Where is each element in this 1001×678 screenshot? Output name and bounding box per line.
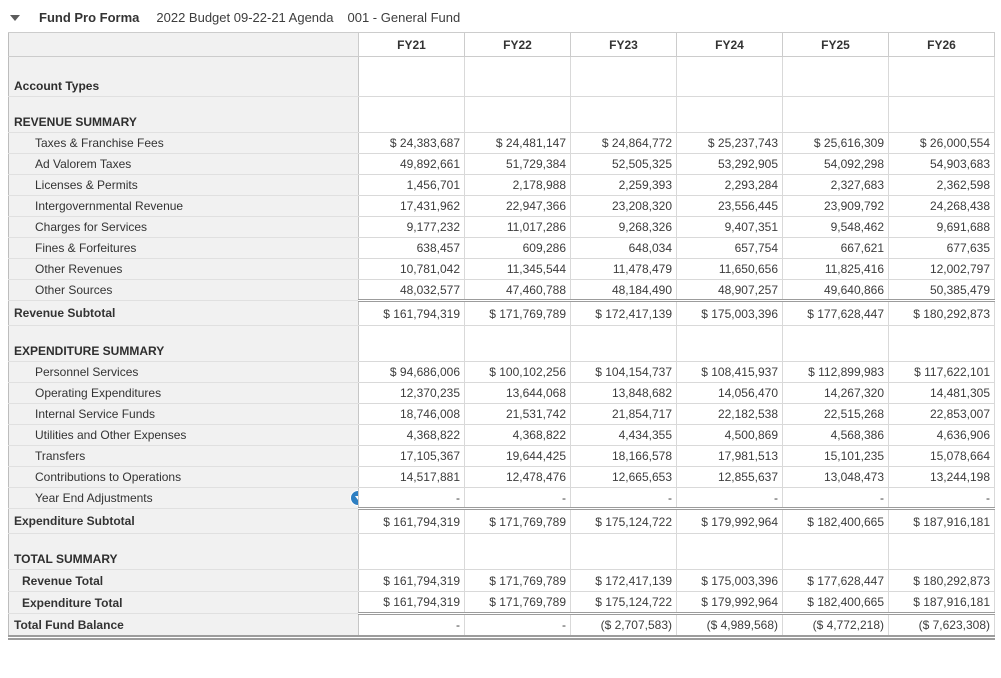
value-cell: - (677, 488, 783, 509)
value-cell: $ 161,794,319 (359, 570, 465, 592)
row-label (9, 404, 359, 425)
value-cell: 48,184,490 (571, 280, 677, 301)
value-cell: 4,500,869 (677, 425, 783, 446)
row-label-text: Licenses & Permits (35, 178, 138, 192)
value-cell (889, 534, 995, 570)
row-label-text: Expenditure Subtotal (14, 514, 135, 528)
value-cell: $ 171,769,789 (465, 570, 571, 592)
row-label-text: Fines & Forfeitures (35, 241, 137, 255)
table-row (9, 238, 995, 259)
value-cell: ($ 7,623,308) (889, 614, 995, 638)
row-label-text: Charges for Services (35, 220, 148, 234)
value-cell: 13,048,473 (783, 467, 889, 488)
value-cell: 2,327,683 (783, 175, 889, 196)
value-cell: 4,368,822 (465, 425, 571, 446)
value-cell: 54,903,683 (889, 154, 995, 175)
value-cell: $ 175,003,396 (677, 301, 783, 326)
value-cell: - (889, 488, 995, 509)
value-cell: $ 175,124,722 (571, 592, 677, 614)
value-cell: 11,345,544 (465, 259, 571, 280)
value-cell: $ 171,769,789 (465, 592, 571, 614)
row-label (9, 238, 359, 259)
value-cell: 638,457 (359, 238, 465, 259)
value-cell: $ 179,992,964 (677, 592, 783, 614)
value-cell: $ 180,292,873 (889, 570, 995, 592)
value-cell: 13,644,068 (465, 383, 571, 404)
value-cell: $ 182,400,665 (783, 509, 889, 534)
value-cell: 12,370,235 (359, 383, 465, 404)
value-cell: 23,208,320 (571, 196, 677, 217)
value-cell: 14,481,305 (889, 383, 995, 404)
value-cell: $ 177,628,447 (783, 570, 889, 592)
value-cell: 667,621 (783, 238, 889, 259)
value-cell: $ 171,769,789 (465, 509, 571, 534)
value-cell: 21,854,717 (571, 404, 677, 425)
value-cell: $ 171,769,789 (465, 301, 571, 326)
value-cell: 2,178,988 (465, 175, 571, 196)
row-label-text: EXPENDITURE SUMMARY (14, 344, 165, 358)
value-cell: $ 161,794,319 (359, 592, 465, 614)
value-cell (571, 534, 677, 570)
value-cell: - (359, 614, 465, 638)
fund-table-body (9, 57, 995, 638)
value-cell: $ 26,000,554 (889, 133, 995, 154)
row-label (9, 97, 359, 133)
row-label (9, 509, 359, 534)
row-label-text: Ad Valorem Taxes (35, 157, 132, 171)
value-cell (889, 326, 995, 362)
value-cell (677, 57, 783, 97)
row-label-text: Other Sources (35, 283, 113, 297)
value-cell: $ 161,794,319 (359, 301, 465, 326)
value-cell: 9,407,351 (677, 217, 783, 238)
value-cell: $ 182,400,665 (783, 592, 889, 614)
value-cell: - (359, 488, 465, 509)
value-cell: 22,947,366 (465, 196, 571, 217)
row-label (9, 154, 359, 175)
value-cell (465, 57, 571, 97)
row-label (9, 259, 359, 280)
value-cell: 14,517,881 (359, 467, 465, 488)
value-cell (783, 57, 889, 97)
table-row (9, 534, 995, 570)
value-cell: 11,478,479 (571, 259, 677, 280)
row-label (9, 196, 359, 217)
value-cell: 19,644,425 (465, 446, 571, 467)
value-cell: 4,368,822 (359, 425, 465, 446)
row-label (9, 570, 359, 592)
table-row (9, 57, 995, 97)
row-label (9, 614, 359, 638)
value-cell: - (571, 488, 677, 509)
value-cell: $ 24,383,687 (359, 133, 465, 154)
value-cell: 9,691,688 (889, 217, 995, 238)
chevron-down-badge-icon[interactable] (350, 490, 359, 506)
column-header: FY21 (359, 33, 465, 57)
row-label (9, 217, 359, 238)
value-cell: ($ 4,772,218) (783, 614, 889, 638)
value-cell: 10,781,042 (359, 259, 465, 280)
row-label (9, 446, 359, 467)
row-label-text: Year End Adjustments (35, 491, 153, 505)
value-cell: 2,259,393 (571, 175, 677, 196)
value-cell: $ 100,102,256 (465, 362, 571, 383)
value-cell: 609,286 (465, 238, 571, 259)
row-label-text: Other Revenues (35, 262, 123, 276)
table-row (9, 425, 995, 446)
value-cell: 11,825,416 (783, 259, 889, 280)
value-cell: 23,909,792 (783, 196, 889, 217)
table-row (9, 133, 995, 154)
value-cell: 23,556,445 (677, 196, 783, 217)
value-cell: 2,362,598 (889, 175, 995, 196)
row-label-text: Account Types (14, 79, 100, 93)
row-label (9, 467, 359, 488)
value-cell: 48,032,577 (359, 280, 465, 301)
value-cell: 1,456,701 (359, 175, 465, 196)
row-label-text: Personnel Services (35, 365, 139, 379)
value-cell: $ 187,916,181 (889, 592, 995, 614)
value-cell: 50,385,479 (889, 280, 995, 301)
table-row (9, 326, 995, 362)
value-cell: $ 25,616,309 (783, 133, 889, 154)
row-label-text: Utilities and Other Expenses (35, 428, 187, 442)
value-cell: 4,568,386 (783, 425, 889, 446)
row-label (9, 592, 359, 614)
value-cell: $ 25,237,743 (677, 133, 783, 154)
value-cell: 54,092,298 (783, 154, 889, 175)
value-cell (889, 57, 995, 97)
table-row (9, 362, 995, 383)
budget-name: 2022 Budget 09-22-21 Agenda (156, 10, 334, 25)
row-label (9, 383, 359, 404)
value-cell: 17,981,513 (677, 446, 783, 467)
value-cell: 9,268,326 (571, 217, 677, 238)
value-cell (359, 534, 465, 570)
value-cell (359, 326, 465, 362)
value-cell: 9,177,232 (359, 217, 465, 238)
value-cell: 13,244,198 (889, 467, 995, 488)
value-cell: 53,292,905 (677, 154, 783, 175)
value-cell: 4,636,906 (889, 425, 995, 446)
value-cell (677, 97, 783, 133)
value-cell: 47,460,788 (465, 280, 571, 301)
value-cell: $ 180,292,873 (889, 301, 995, 326)
value-cell: ($ 4,989,568) (677, 614, 783, 638)
row-label (9, 488, 359, 509)
value-cell: 648,034 (571, 238, 677, 259)
value-cell: ($ 2,707,583) (571, 614, 677, 638)
value-cell: $ 179,992,964 (677, 509, 783, 534)
table-row (9, 259, 995, 280)
row-label-text: Revenue Total (22, 573, 104, 588)
value-cell (571, 97, 677, 133)
row-label-text: Intergovernmental Revenue (35, 199, 184, 213)
value-cell: 14,267,320 (783, 383, 889, 404)
value-cell: 17,431,962 (359, 196, 465, 217)
value-cell (359, 57, 465, 97)
value-cell: 22,515,268 (783, 404, 889, 425)
row-label (9, 133, 359, 154)
value-cell (571, 57, 677, 97)
value-cell: 52,505,325 (571, 154, 677, 175)
table-row (9, 509, 995, 534)
value-cell: 12,002,797 (889, 259, 995, 280)
value-cell (465, 534, 571, 570)
value-cell: 9,548,462 (783, 217, 889, 238)
row-label-text: Expenditure Total (22, 595, 123, 610)
value-cell: $ 112,899,983 (783, 362, 889, 383)
table-row (9, 97, 995, 133)
value-cell: 13,848,682 (571, 383, 677, 404)
value-cell: $ 187,916,181 (889, 509, 995, 534)
table-row (9, 280, 995, 301)
column-header: FY25 (783, 33, 889, 57)
value-cell: $ 117,622,101 (889, 362, 995, 383)
value-cell: $ 24,864,772 (571, 133, 677, 154)
value-cell: 11,017,286 (465, 217, 571, 238)
value-cell: 677,635 (889, 238, 995, 259)
column-header: FY26 (889, 33, 995, 57)
row-label (9, 362, 359, 383)
value-cell: 12,665,653 (571, 467, 677, 488)
value-cell: $ 94,686,006 (359, 362, 465, 383)
value-cell (783, 326, 889, 362)
collapse-triangle-icon[interactable] (10, 15, 20, 21)
titlebar (0, 0, 1001, 32)
value-cell: - (465, 614, 571, 638)
table-header-row (9, 33, 995, 57)
value-cell (783, 97, 889, 133)
column-header-blank (9, 33, 359, 57)
row-label-text: Revenue Subtotal (14, 306, 116, 320)
row-label-text: TOTAL SUMMARY (14, 552, 118, 566)
value-cell: $ 177,628,447 (783, 301, 889, 326)
row-label-text: Internal Service Funds (35, 407, 156, 421)
row-label-text: Total Fund Balance (14, 617, 124, 632)
value-cell: 11,650,656 (677, 259, 783, 280)
value-cell: 22,853,007 (889, 404, 995, 425)
value-cell: 49,892,661 (359, 154, 465, 175)
table-row (9, 446, 995, 467)
fund-name: 001 - General Fund (347, 10, 461, 25)
table-row (9, 301, 995, 326)
value-cell (889, 97, 995, 133)
value-cell (677, 326, 783, 362)
table-row (9, 614, 995, 638)
column-header: FY22 (465, 33, 571, 57)
row-label-text: Operating Expenditures (35, 386, 162, 400)
column-header: FY23 (571, 33, 677, 57)
value-cell (465, 326, 571, 362)
value-cell (677, 534, 783, 570)
table-row (9, 570, 995, 592)
table-row (9, 196, 995, 217)
value-cell: 49,640,866 (783, 280, 889, 301)
row-label-text: Contributions to Operations (35, 470, 182, 484)
value-cell: 17,105,367 (359, 446, 465, 467)
value-cell: 12,478,476 (465, 467, 571, 488)
row-label (9, 534, 359, 570)
value-cell: 22,182,538 (677, 404, 783, 425)
row-label-text: Transfers (35, 449, 86, 463)
row-label (9, 301, 359, 326)
value-cell: 18,746,008 (359, 404, 465, 425)
fund-table (8, 32, 995, 640)
value-cell: 18,166,578 (571, 446, 677, 467)
page-title: Fund Pro Forma (39, 10, 140, 25)
value-cell: - (783, 488, 889, 509)
value-cell: $ 108,415,937 (677, 362, 783, 383)
value-cell (465, 97, 571, 133)
row-label-text: REVENUE SUMMARY (14, 115, 137, 129)
value-cell (359, 97, 465, 133)
value-cell: $ 175,003,396 (677, 570, 783, 592)
table-row (9, 592, 995, 614)
table-row (9, 217, 995, 238)
value-cell: 15,078,664 (889, 446, 995, 467)
value-cell: $ 172,417,139 (571, 301, 677, 326)
value-cell: 2,293,284 (677, 175, 783, 196)
value-cell: 15,101,235 (783, 446, 889, 467)
value-cell: $ 161,794,319 (359, 509, 465, 534)
table-row (9, 404, 995, 425)
row-label (9, 175, 359, 196)
value-cell: $ 24,481,147 (465, 133, 571, 154)
table-row (9, 154, 995, 175)
value-cell: 14,056,470 (677, 383, 783, 404)
value-cell: 657,754 (677, 238, 783, 259)
table-row (9, 467, 995, 488)
value-cell: 51,729,384 (465, 154, 571, 175)
row-label (9, 280, 359, 301)
value-cell: 21,531,742 (465, 404, 571, 425)
table-row (9, 175, 995, 196)
value-cell: $ 172,417,139 (571, 570, 677, 592)
value-cell: $ 175,124,722 (571, 509, 677, 534)
value-cell: 48,907,257 (677, 280, 783, 301)
value-cell: $ 104,154,737 (571, 362, 677, 383)
column-header: FY24 (677, 33, 783, 57)
value-cell: 24,268,438 (889, 196, 995, 217)
row-label (9, 326, 359, 362)
value-cell (571, 326, 677, 362)
row-label (9, 57, 359, 97)
value-cell: 12,855,637 (677, 467, 783, 488)
value-cell: - (465, 488, 571, 509)
table-row (9, 488, 995, 509)
row-label (9, 425, 359, 446)
value-cell: 4,434,355 (571, 425, 677, 446)
table-row (9, 383, 995, 404)
value-cell (783, 534, 889, 570)
row-label-text: Taxes & Franchise Fees (35, 136, 164, 150)
